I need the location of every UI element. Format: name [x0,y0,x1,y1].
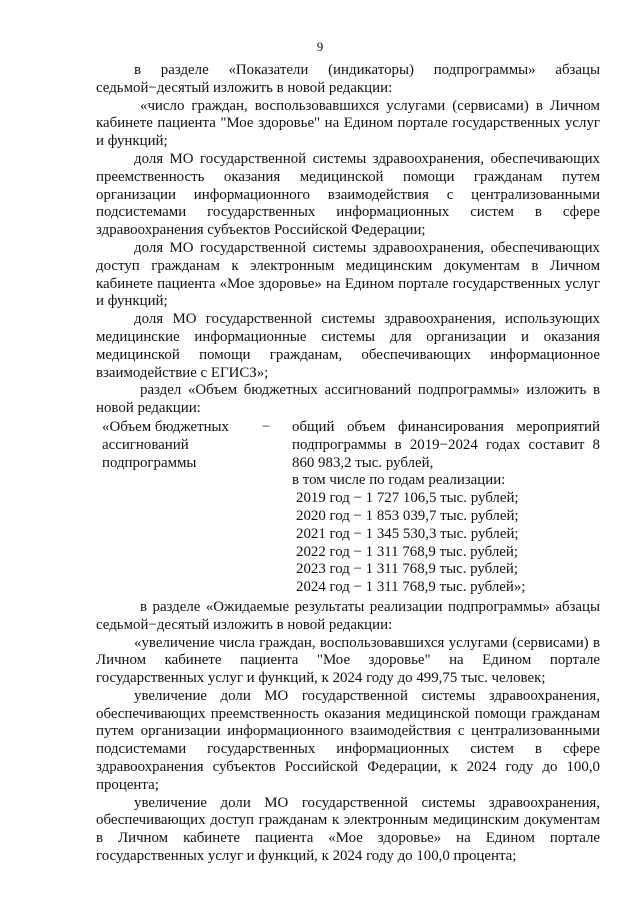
budget-year-item: 2022 год − 1 311 768,9 тыс. рублей; [296,543,518,560]
paragraph-result-continuity: увеличение доли МО государственной системы здравоохранения, обеспечивающих преемственность оказания медицинской помощи гражданам путем организации информационного взаимодействия с централизованными подсистемами государственных информационных систем в сфере здравоохранения субъектов Российской Федерации, к 2024 году до 100,0 процента; [96,687,600,793]
paragraph-results-intro: в разделе «Ожидаемые результаты реализации подпрограммы» абзацы седьмой−десятый изложить в новой редакции: [96,598,600,633]
budget-by-years-intro: в том числе по годам реализации: [292,472,506,489]
paragraph-mo-access: доля МО государственной системы здравоохранения, обеспечивающих доступ гражданам к электронным медицинским документам в Личном кабинете пациента «Мое здоровье» на Едином портале государственных услуг и функций; [96,239,600,310]
paragraph-budget-intro: раздел «Объем бюджетных ассигнований подпрограммы» изложить в новой редакции: [96,382,600,417]
budget-year-item: 2020 год − 1 853 039,7 тыс. рублей; [296,507,519,524]
budget-year-item: 2021 год − 1 345 530,3 тыс. рублей; [296,525,519,542]
budget-section [96,419,600,597]
budget-year-item: 2019 год − 1 727 106,5 тыс. рублей; [296,490,519,507]
paragraph-mo-continuity: доля МО государственной системы здравоохранения, обеспечивающих преемственность оказания медицинской помощи гражданам путем организации информационного взаимодействия с централизованными подсистемами государственных информационных систем в сфере здравоохранения субъектов Российской Федерации; [96,150,600,239]
budget-label: «Объем бюджетных ассигнований подпрограммы [102,418,230,471]
page-number: 9 [316,39,324,54]
budget-year-item: 2024 год − 1 311 768,9 тыс. рублей»; [296,579,526,596]
paragraph-result-citizens: «увеличение числа граждан, воспользовавшихся услугами (сервисами) в Личном кабинете пациента "Мое здоровье" на Едином портале государственных услуг и функций, к 2024 году до 499,75 тыс. человек; [96,634,600,687]
paragraph-citizens-count: «число граждан, воспользовавшихся услугами (сервисами) в Личном кабинете пациента "Мое здоровье" на Едином портале государственных услуг и функций; [96,97,600,150]
paragraph-mo-mis: доля МО государственной системы здравоохранения, использующих медицинские информационные системы для организации и оказания медицинской помощи гражданам, обеспечивающих информационное взаимодействие с ЕГИСЗ»; [96,311,600,381]
budget-details [292,419,600,597]
paragraph-intro-indicators: в разделе «Показатели (индикаторы) подпрограммы» абзацы седьмой−десятый изложить в новой редакции: [96,62,600,96]
document-body [96,62,600,866]
budget-dash: − [262,418,271,435]
budget-lead: общий объем финансирования мероприятий подпрограммы в 2019−2024 годах составит 8 860 983,2 тыс. рублей, [292,418,600,471]
budget-year-item: 2023 год − 1 311 768,9 тыс. рублей; [296,561,518,578]
budget-years-list [292,490,600,597]
paragraph-result-access: увеличение доли МО государственной системы здравоохранения, обеспечивающих доступ гражданам к электронным медицинским документам в Личном кабинете пациента «Мое здоровье» на Едином портале государственных услуг и функций, к 2024 году до 100,0 процента; [96,794,600,865]
